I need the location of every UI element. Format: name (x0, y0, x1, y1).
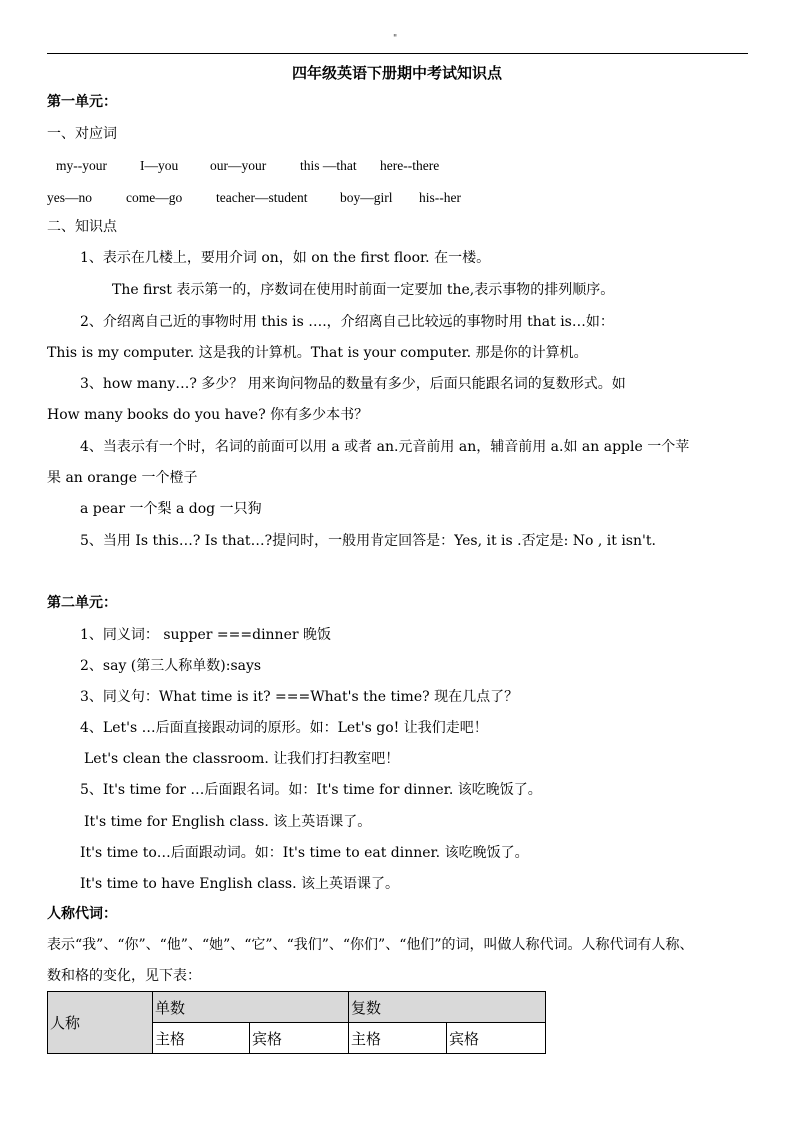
pronouns-description-cont: 数和格的变化，见下表： (47, 968, 201, 984)
table-cell-nominative: 主格 (349, 1023, 447, 1054)
antonym-pair: I—you (140, 158, 179, 173)
unit2-point-3: 3、同义句：What time is it? ===What's the time? 现在几点了？ (80, 689, 519, 705)
unit1-point-4: 4、当表示有一个时，名词的前面可以用 a 或者 an.元音前用 an，辅音前用 a.如 an apple 一个苹 (80, 439, 690, 455)
pronouns-description: 表示“我”、“你”、“他”、“她”、“它”、“我们”、“你们”、“他们”的词，叫做人称代词。人称代词有人称、 (47, 937, 694, 953)
unit1-point-5: 5、当用 Is this…? Is that…?提问时，一般用肯定回答是：Yes, it is .否定是: No , it isn't. (80, 533, 656, 549)
unit1-heading: 第一单元： (47, 94, 117, 110)
pronoun-table (47, 991, 546, 1054)
unit2-point-5-example-3: It's time to have English class. 该上英语课了。 (80, 876, 400, 892)
antonym-pair: this —that (300, 158, 357, 173)
antonym-pair: come—go (126, 190, 183, 205)
table-cell-objective: 宾格 (447, 1023, 546, 1054)
antonym-pair: here--there (380, 158, 440, 173)
section-knowledge: 二、知识点 (47, 219, 117, 235)
antonym-pair: yes—no (47, 190, 92, 205)
header-rule (47, 53, 748, 54)
header-mark: " (393, 34, 398, 44)
table-header-singular: 单数 (153, 992, 349, 1023)
unit1-point-1-note: The first 表示第一的，序数词在使用时前面一定要加 the,表示事物的排列顺序。 (112, 282, 615, 298)
antonym-pair: his--her (419, 190, 461, 205)
antonym-pair: my--your (56, 158, 107, 173)
unit1-point-2-example: This is my computer. 这是我的计算机。That is your computer. 那是你的计算机。 (47, 345, 588, 361)
table-header-person: 人称 (48, 992, 153, 1054)
unit2-point-4: 4、Let's …后面直接跟动词的原形。如：Let's go! 让我们走吧！ (80, 720, 488, 736)
unit2-point-5-example-1: It's time for English class. 该上英语课了。 (84, 814, 372, 830)
unit2-heading: 第二单元： (47, 595, 117, 611)
table-header-plural: 复数 (349, 992, 546, 1023)
unit2-point-5: 5、It's time for …后面跟名词。如：It's time for dinner. 该吃晚饭了。 (80, 782, 542, 798)
pronouns-heading: 人称代词： (47, 906, 117, 922)
unit2-point-2: 2、say (第三人称单数):says (80, 658, 262, 674)
page-title: 四年级英语下册期中考试知识点 (291, 64, 502, 82)
unit1-point-4-cont: 果 an orange 一个橙子 (47, 470, 198, 486)
antonym-pair: teacher—student (216, 190, 308, 205)
antonym-pair: our—your (210, 158, 267, 173)
unit1-point-1: 1、表示在几楼上，要用介词 on，如 on the first floor. 在一楼。 (80, 250, 491, 266)
antonym-pair: boy—girl (340, 190, 393, 205)
section-antonyms: 一、对应词 (47, 126, 117, 142)
unit1-point-3-example: How many books do you have? 你有多少本书？ (47, 407, 369, 423)
table-cell-nominative: 主格 (153, 1023, 250, 1054)
unit1-point-2: 2、介绍离自己近的事物时用 this is ….，介绍离自己比较远的事物时用 that is…如： (80, 314, 614, 330)
unit2-point-4-example: Let's clean the classroom. 让我们打扫教室吧！ (84, 751, 400, 767)
unit1-point-3: 3、how many…? 多少？ 用来询问物品的数量有多少，后面只能跟名词的复数形式。如 (80, 376, 626, 392)
table-cell-objective: 宾格 (250, 1023, 349, 1054)
unit2-point-1: 1、同义词： supper ===dinner 晚饭 (80, 627, 332, 643)
unit2-point-5-example-2: It's time to…后面跟动词。如：It's time to eat dinner. 该吃晚饭了。 (80, 845, 529, 861)
unit1-point-4-example: a pear 一个梨 a dog 一只狗 (80, 501, 262, 517)
